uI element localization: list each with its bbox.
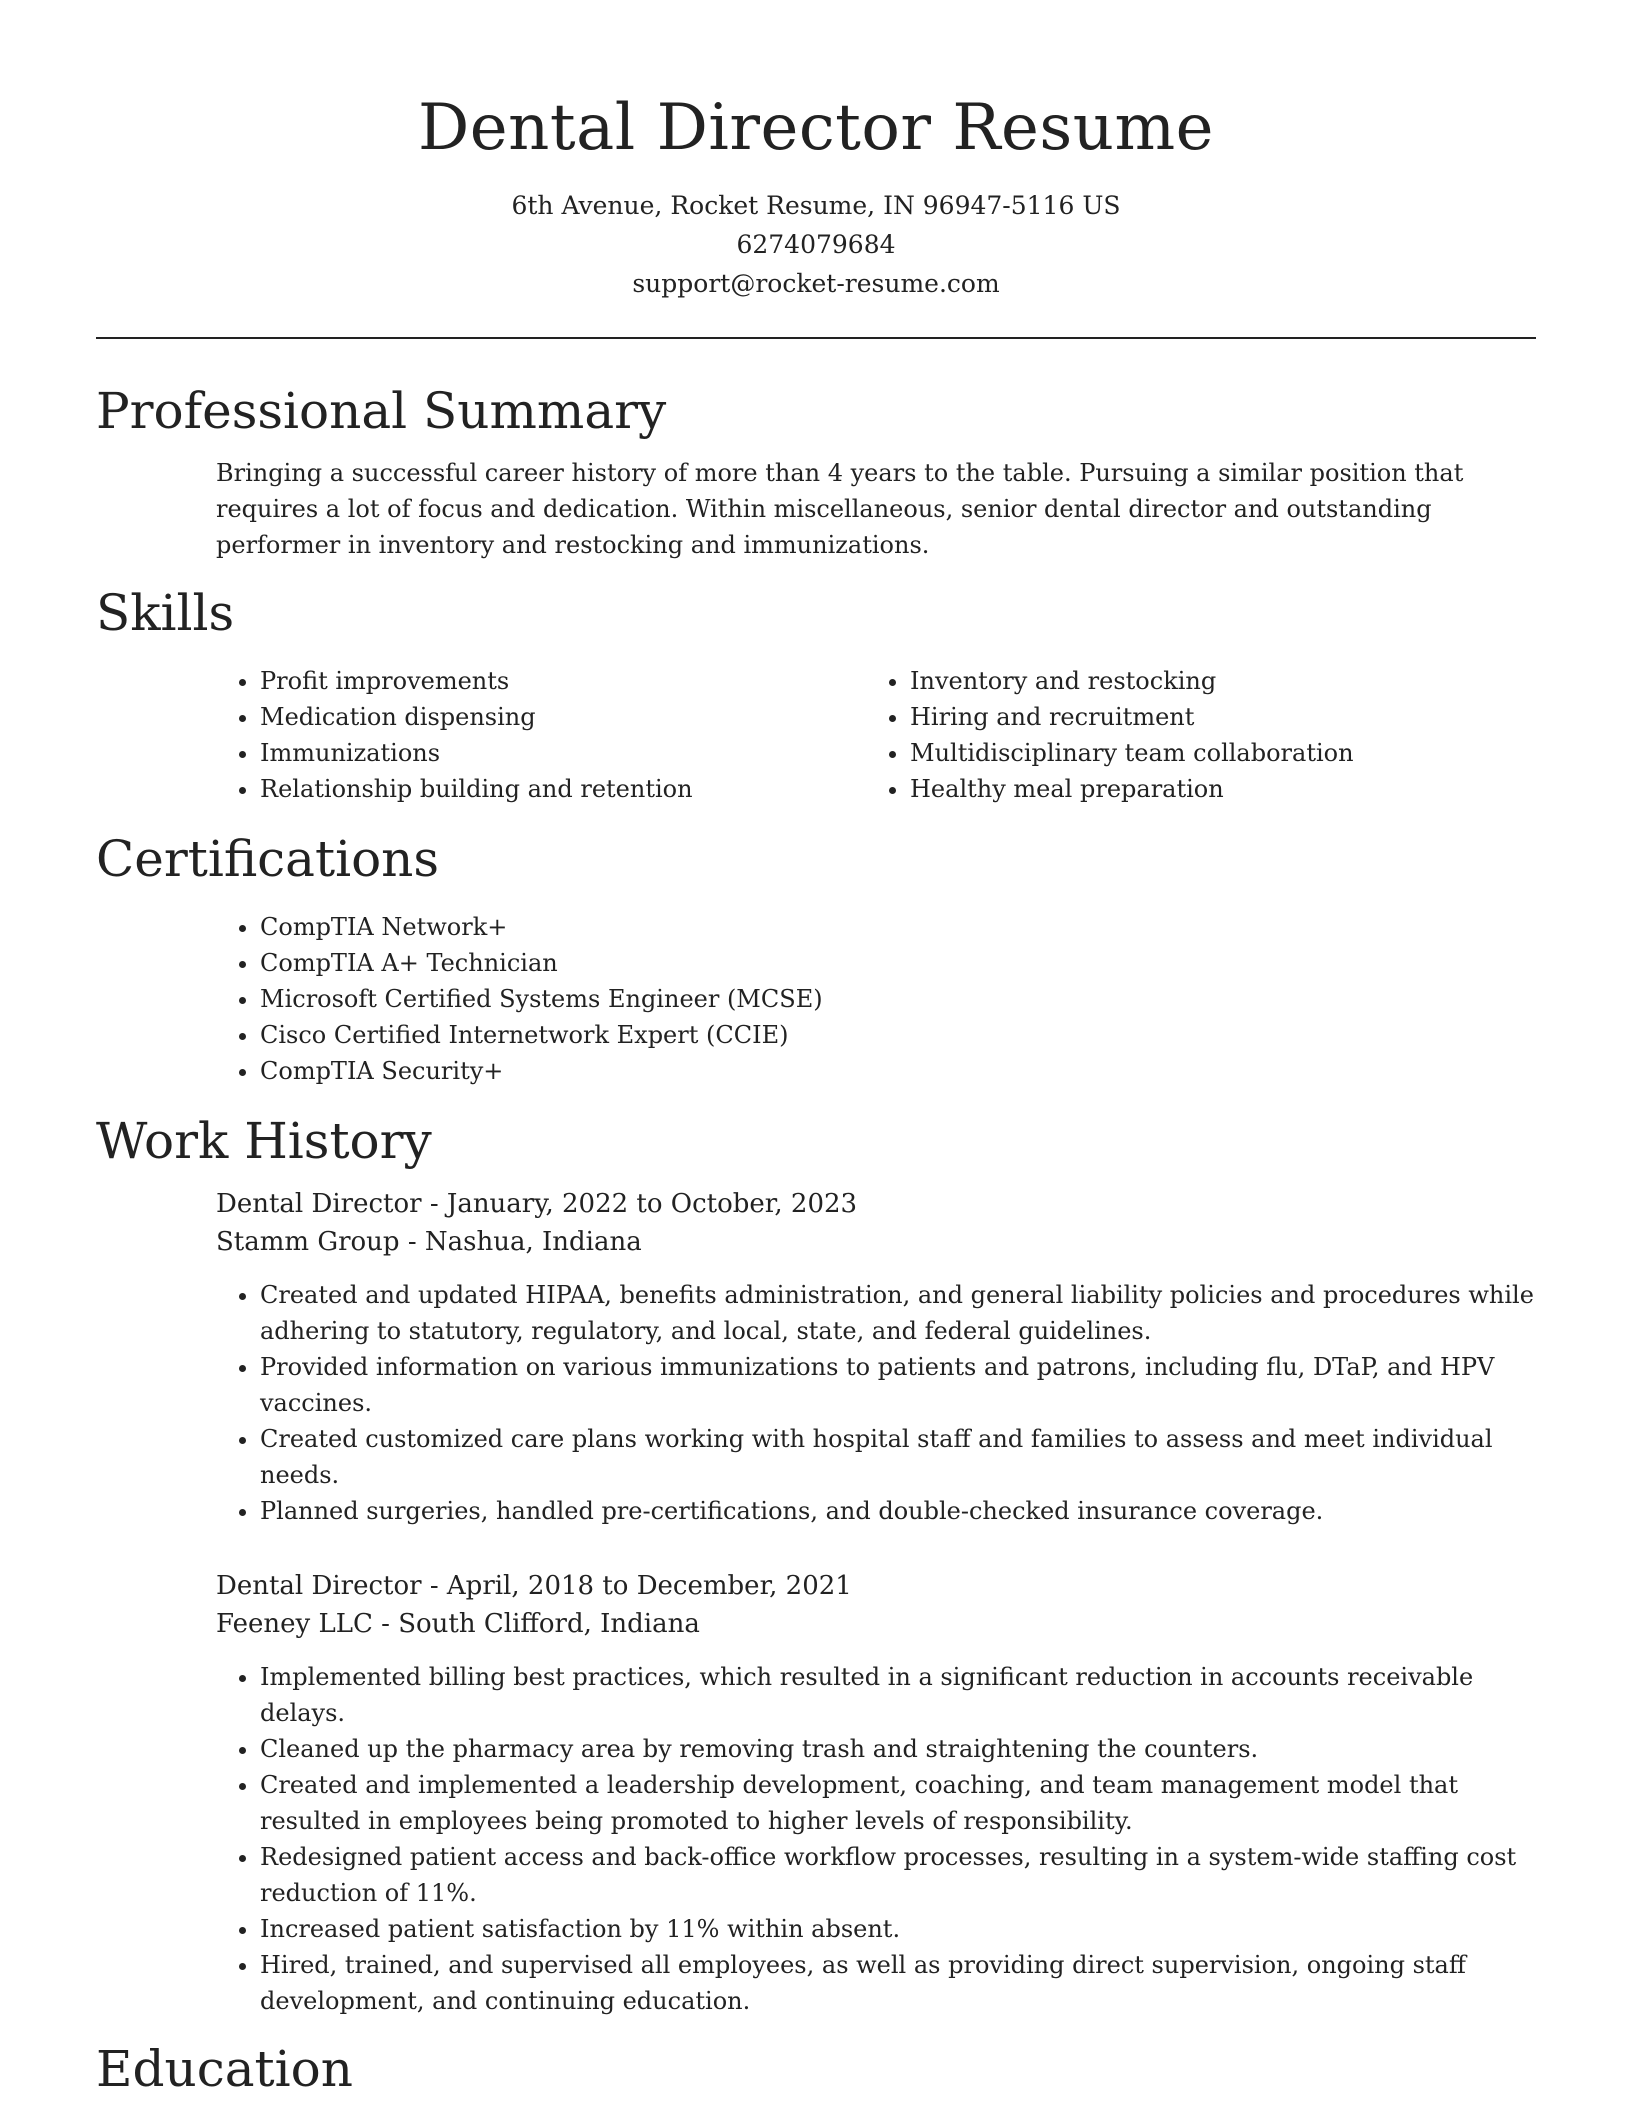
- skill-item: • Relationship building and retention: [260, 771, 866, 807]
- resume-page: [96, 0, 1536, 2099]
- section-heading-skills: Skills: [96, 584, 235, 642]
- certification-item: • Cisco Certified Internetwork Expert (CCIE): [260, 1017, 1536, 1053]
- job-entry: [96, 1185, 1536, 1529]
- certification-item: • Microsoft Certified Systems Engineer (MCSE): [260, 981, 1536, 1017]
- job-company-line: [216, 1223, 1536, 1261]
- header-divider: [96, 337, 1536, 339]
- contact-info: [96, 186, 1536, 303]
- job-duty-item: • Cleaned up the pharmacy area by removing trash and straightening the counters.: [260, 1731, 1536, 1767]
- job-duty-item: • Redesigned patient access and back-office workflow processes, resulting in a system-wide staffing cost reduction of 11%.: [260, 1839, 1536, 1911]
- skill-item: • Hiring and recruitment: [910, 699, 1510, 735]
- contact-phone: 6274079684: [736, 230, 896, 259]
- job-company: Feeney LLC: [216, 1609, 373, 1639]
- certification-item: • CompTIA Network+: [260, 909, 1536, 945]
- skill-item: • Inventory and restocking: [910, 663, 1510, 699]
- job-duty-item: • Created customized care plans working with hospital staff and families to assess and meet individual needs.: [260, 1421, 1536, 1493]
- job-dates: - January, 2022 to October, 2023: [421, 1189, 858, 1219]
- section-heading-summary: Professional Summary: [96, 382, 667, 440]
- section-heading-certifications: Certifications: [96, 830, 440, 888]
- job-duty-item: • Created and updated HIPAA, benefits administration, and general liability policies and procedures while adhering to statutory, regulatory, and local, state, and federal guidelines.: [260, 1277, 1536, 1349]
- job-company-line: [216, 1605, 1536, 1643]
- section-heading-work-history: Work History: [96, 1112, 432, 1170]
- skill-item: • Profit improvements: [260, 663, 866, 699]
- job-location: - South Clifford, Indiana: [372, 1609, 700, 1639]
- job-title-line: [216, 1567, 1536, 1605]
- job-duty-item: • Provided information on various immunizations to patients and patrons, including flu, DTaP, and HPV vaccines.: [260, 1349, 1536, 1421]
- job-location: - Nashua, Indiana: [399, 1227, 642, 1257]
- job-duties-list: [216, 1277, 1536, 1529]
- section-education: [96, 2039, 1536, 2099]
- job-dates: - April, 2018 to December, 2021: [421, 1571, 852, 1601]
- job-entry: [96, 1567, 1536, 2019]
- section-professional-summary: [96, 381, 1536, 563]
- skills-column-right: [866, 663, 1510, 807]
- job-duty-item: • Increased patient satisfaction by 11% within absent.: [260, 1911, 1536, 1947]
- skills-column-left: [216, 663, 866, 807]
- section-heading-education: Education: [96, 2040, 353, 2098]
- certifications-list: [216, 909, 1536, 1089]
- job-header: [216, 1185, 1536, 1261]
- summary-text: Bringing a successful career history of more than 4 years to the table. Pursuing a similar position that requires a lot of focus and dedication. Within miscellaneous, senior dental director and outstanding performer in inventory and restocking and immunizations.: [216, 459, 1464, 559]
- job-duties-list: [216, 1659, 1536, 2019]
- job-duty-item: • Created and implemented a leadership development, coaching, and team management model that resulted in employees being promoted to higher levels of responsibility.: [260, 1767, 1536, 1839]
- job-company: Stamm Group: [216, 1227, 400, 1257]
- contact-email: support@rocket-resume.com: [632, 269, 1000, 298]
- section-skills: [96, 583, 1536, 807]
- skill-item: • Healthy meal preparation: [910, 771, 1510, 807]
- skill-item: • Medication dispensing: [260, 699, 866, 735]
- section-work-history: [96, 1111, 1536, 2019]
- skill-item: • Immunizations: [260, 735, 866, 771]
- resume-title: Dental Director Resume: [417, 91, 1215, 165]
- contact-address: 6th Avenue, Rocket Resume, IN 96947-5116 US: [511, 191, 1121, 220]
- skill-item: • Multidisciplinary team collaboration: [910, 735, 1510, 771]
- job-role: Dental Director: [216, 1189, 422, 1219]
- job-header: [216, 1567, 1536, 1643]
- job-duty-item: • Hired, trained, and supervised all employees, as well as providing direct supervision, ongoing staff development, and continuing education.: [260, 1947, 1536, 2019]
- job-role: Dental Director: [216, 1571, 422, 1601]
- job-duty-item: • Implemented billing best practices, which resulted in a significant reduction in accounts receivable delays.: [260, 1659, 1536, 1731]
- certification-item: • CompTIA A+ Technician: [260, 945, 1536, 981]
- certification-item: • CompTIA Security+: [260, 1053, 1536, 1089]
- job-duty-item: • Planned surgeries, handled pre-certifications, and double-checked insurance coverage.: [260, 1493, 1536, 1529]
- skills-grid: [216, 663, 1536, 807]
- job-title-line: [216, 1185, 1536, 1223]
- resume-header: [96, 0, 1536, 303]
- section-certifications: [96, 829, 1536, 1089]
